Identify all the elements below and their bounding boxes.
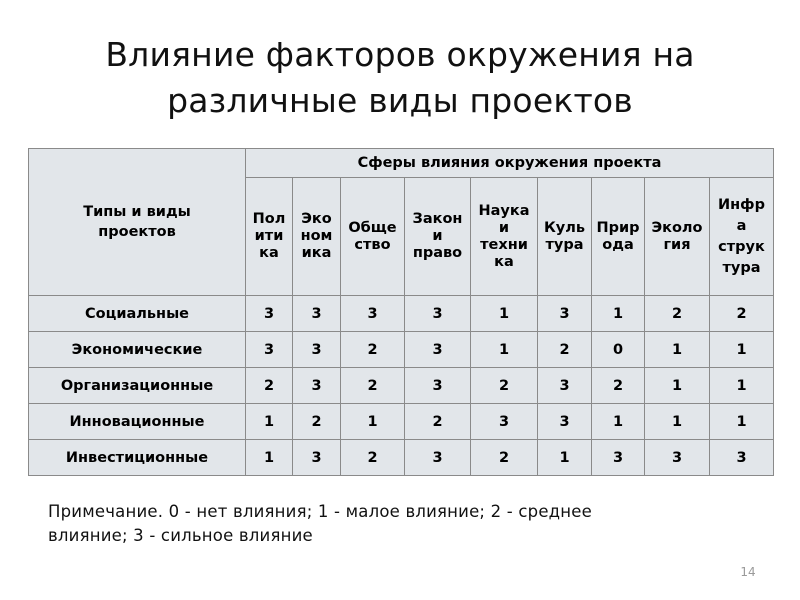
table-body [29,296,774,476]
value-cell: 1 [645,368,710,404]
value-cell: 2 [592,368,645,404]
value-cell: 1 [710,404,774,440]
row-label: Социальные [29,296,246,332]
value-cell: 3 [710,440,774,476]
value-cell: 2 [341,332,405,368]
value-cell: 3 [293,296,341,332]
slide-title-line-2: различные виды проектов [167,81,633,120]
value-cell: 1 [592,296,645,332]
value-cell: 2 [293,404,341,440]
value-cell: 3 [293,440,341,476]
column-header: Инфр а струк тура [710,178,774,296]
footnote-line-1: Примечание. 0 - нет влияния; 1 - малое влияние; 2 - среднее [48,502,592,521]
influence-table [28,148,774,476]
table-row [29,296,774,332]
value-cell: 1 [592,404,645,440]
value-cell: 2 [538,332,592,368]
value-cell: 3 [645,440,710,476]
value-cell: 1 [538,440,592,476]
value-cell: 3 [405,332,471,368]
value-cell: 1 [645,332,710,368]
value-cell: 3 [293,368,341,404]
slide-title [0,32,800,124]
value-cell: 3 [538,368,592,404]
footnote-line-2: влияние; 3 - сильное влияние [48,526,313,545]
value-cell: 1 [246,404,293,440]
value-cell: 2 [645,296,710,332]
column-header: Прир ода [592,178,645,296]
corner-header: Типы и виды проектов [29,149,246,296]
column-header: Обще ство [341,178,405,296]
value-cell: 1 [341,404,405,440]
table-row [29,440,774,476]
row-label: Организационные [29,368,246,404]
value-cell: 2 [405,404,471,440]
group-header: Сферы влияния окружения проекта [246,149,774,178]
column-header: Наука и техни ка [471,178,538,296]
value-cell: 1 [710,332,774,368]
value-cell: 3 [405,440,471,476]
column-header: Пол ити ка [246,178,293,296]
value-cell: 1 [471,332,538,368]
table-row [29,332,774,368]
slide-title-line-1: Влияние факторов окружения на [105,35,695,74]
column-header: Куль тура [538,178,592,296]
value-cell: 3 [538,404,592,440]
value-cell: 2 [710,296,774,332]
value-cell: 1 [710,368,774,404]
table-row [29,404,774,440]
value-cell: 3 [538,296,592,332]
row-label: Инновационные [29,404,246,440]
row-label: Инвестиционные [29,440,246,476]
value-cell: 3 [471,404,538,440]
column-header: Закон и право [405,178,471,296]
value-cell: 3 [246,296,293,332]
column-header: Эко ном ика [293,178,341,296]
value-cell: 1 [246,440,293,476]
value-cell: 3 [405,296,471,332]
row-label: Экономические [29,332,246,368]
value-cell: 2 [471,368,538,404]
value-cell: 2 [471,440,538,476]
column-header: Эколо гия [645,178,710,296]
page-number: 14 [740,565,756,579]
value-cell: 3 [293,332,341,368]
value-cell: 1 [645,404,710,440]
value-cell: 3 [405,368,471,404]
value-cell: 3 [246,332,293,368]
table-row [29,368,774,404]
footnote [48,500,748,548]
value-cell: 1 [471,296,538,332]
value-cell: 3 [341,296,405,332]
value-cell: 3 [592,440,645,476]
value-cell: 2 [341,440,405,476]
value-cell: 2 [341,368,405,404]
value-cell: 2 [246,368,293,404]
value-cell: 0 [592,332,645,368]
